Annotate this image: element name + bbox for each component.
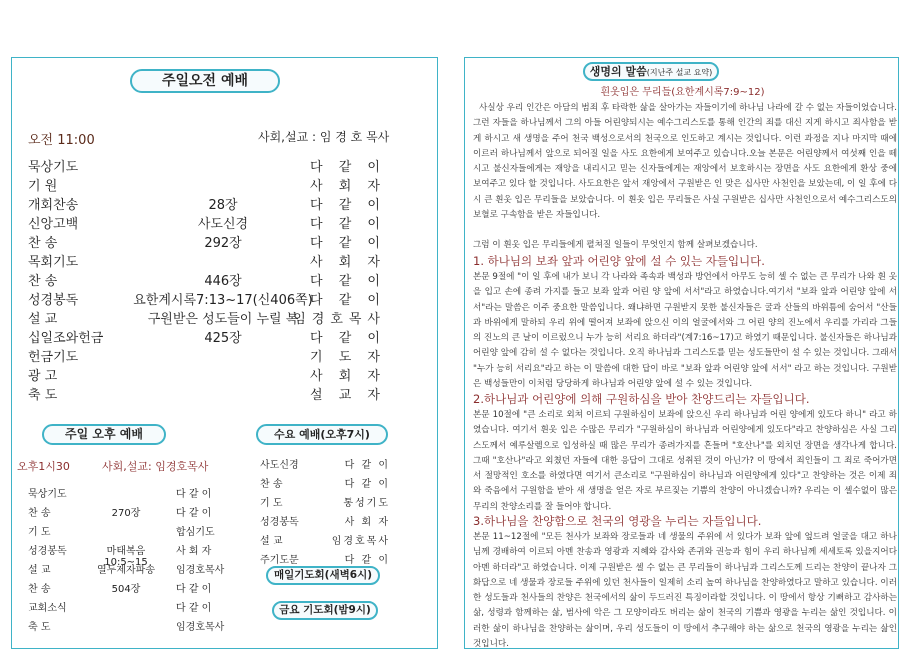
morning-order-mid: 446장 — [204, 274, 242, 289]
morning-order-mid: 28장 — [208, 198, 238, 213]
afternoon-order-row — [28, 618, 233, 636]
morning-order-name: 찬 송 — [28, 236, 58, 251]
afternoon-order-name: 설 교 — [28, 565, 51, 576]
morning-order-who: 사 회 자 — [310, 255, 386, 270]
afternoon-order-name: 성경봉독 — [28, 546, 67, 557]
morning-order-mid: 425장 — [204, 331, 242, 346]
afternoon-order-name: 찬 송 — [28, 508, 51, 519]
morning-order-name: 광 고 — [28, 369, 58, 384]
morning-order-row — [28, 270, 386, 289]
morning-order-name: 설 교 — [28, 312, 58, 327]
wednesday-order-row — [260, 494, 390, 512]
afternoon-order-mid: 열두제자파송 — [97, 565, 155, 576]
sermon-section-3-heading: 3.하나님을 찬양함으로 천국의 영광을 누리는 자들입니다. — [473, 514, 762, 528]
morning-order-who: 기 도 자 — [310, 350, 386, 365]
morning-order-name: 헌금기도 — [28, 350, 79, 365]
afternoon-order-row — [28, 542, 233, 568]
morning-order-mid: 292장 — [204, 236, 242, 251]
sermon-intro-closing: 그럼 이 흰옷 입은 무리들에게 펼쳐질 일들이 무엇인지 함께 살펴보겠습니다. — [473, 240, 758, 250]
afternoon-order-who: 다 같 이 — [176, 603, 212, 614]
morning-order-name: 찬 송 — [28, 274, 58, 289]
afternoon-order-who: 임경호목사 — [176, 565, 225, 576]
morning-order-row — [28, 365, 386, 384]
wednesday-order-row — [260, 513, 390, 531]
morning-order-who: 다 같 이 — [310, 331, 386, 346]
afternoon-order-who: 합심기도 — [176, 527, 215, 538]
morning-service-title: 주일오전 예배 — [130, 69, 280, 93]
sermon-section-2-body: 본문 10절에 "큰 소리로 외쳐 이르되 구원하심이 보좌에 앉으신 우리 하나님과 어린 양에게 있도다 하니" 라고 하였습니다. 여기서 흰옷 입은 수많은 무리가 "구원하심이 하나님과 어린양에게 있도다"라고 찬양하심은 사실 그리스도께서 예루살렘으로 입성하실 때 많은 무리가 종려가지를 흔들며 "호산나"를 외치던 장면을 생각나게 합니다. 그때 "호산나"라고 외쳤던 자들에 대한 응답이 그대로 성취된 것이 아닌가? 이 땅에서 죄인들이 그 죄로 죽어가면서 절망적인 호소를 하였다면 여기서 큰소리로 "구원하심이 하나님과 어린양에게 있다"고 찬양하는 것은 이제 죄와 죽음에서 구원함을 받아 새 생명을 얻은 자로 부르짖는 기쁨의 찬양이 아니겠습니까? 우리는 이 셀수없이 많은 무리의 찬양소리를 잘 들어야 합니다. — [473, 410, 897, 512]
wednesday-service-title: 수요 예배(오후7시) — [256, 424, 388, 445]
sermon-intro: 사실상 우리 인간은 아담의 범죄 후 타락한 삶을 살아가는 자들이기에 하나님 나라에 갈 수 없는 자들이었습니다. 그런 자들을 하나님께서 그의 아들 어린양되시는 예수그리스도를 통해 인간의 죄를 대신 지게 하시고 죄사함을 받게 하시고 새 생명을 주어 천국 백성으로서의 천국으로 인도하고 계시는 것입니다. 이런 과정을 지나 마지막 때에 이르러 하나님께서 앞으로 되어질 일을 사도 요한에게 보여주고 있습니다.오늘 본문은 어린양께서 여섯째 인을 떼시고 불신자들에게는 재앙을 내리시고 믿는 신자들에게는 재앙에서 보호하시는 장면을 사도 요한에게 환상 중에 보여주고 있다 할 것입니다. 사도요한은 앞서 재앙에서 구원받은 인 맞은 십사만 사천인을 보았는데, 이 일 후에 다시 큰 흰옷 입은 무리들을 보았습니다. 이 흰옷 입은 무리들은 사실 구원받은 십사만 사천인으로서 예수그리스도의 보혈로 구속함을 받은 자들입니다. — [473, 103, 897, 221]
morning-order-row — [28, 213, 386, 232]
morning-order-row — [28, 232, 386, 251]
wednesday-order-name: 설 교 — [260, 536, 283, 547]
morning-order-who: 다 같 이 — [310, 236, 386, 251]
sermon-panel-title-sub: (지난주 설교 요약) — [646, 68, 713, 77]
morning-order-row — [28, 346, 386, 365]
sermon-panel-title-main: 생명의 말씀 — [589, 65, 647, 78]
morning-order-name: 개회찬송 — [28, 198, 79, 213]
morning-order-name: 기 원 — [28, 179, 58, 194]
morning-order-mid: 요한계시록7:13~17(신406쪽) — [133, 293, 313, 308]
morning-order-row — [28, 175, 386, 194]
afternoon-order-row — [28, 561, 233, 579]
sermon-summary-panel — [464, 57, 899, 649]
afternoon-order-mid: 마태복음10:5~15 — [104, 546, 148, 568]
afternoon-order-who: 임경호목사 — [176, 622, 225, 633]
afternoon-order-row — [28, 523, 233, 541]
sermon-panel-title — [583, 62, 719, 81]
afternoon-order-who: 다 같 이 — [176, 508, 212, 519]
wednesday-order-row — [260, 456, 390, 474]
afternoon-order-who: 다 같 이 — [176, 489, 212, 500]
wednesday-order-who: 다 같 이 — [344, 479, 390, 490]
sermon-section-2-heading: 2.하나님과 어린양에 의해 구원하심을 받아 찬양드리는 자들입니다. — [473, 392, 810, 406]
morning-order-who: 다 같 이 — [310, 217, 386, 232]
morning-order-who: 사 회 자 — [310, 369, 386, 384]
wednesday-order-name: 성경봉독 — [260, 517, 299, 528]
wednesday-order-name: 주기도문 — [260, 555, 299, 566]
afternoon-order-row — [28, 485, 233, 503]
morning-order-row — [28, 194, 386, 213]
afternoon-order-who: 사 회 자 — [176, 546, 212, 557]
morning-time: 오전 11:00 — [28, 133, 95, 148]
morning-order-row — [28, 251, 386, 270]
morning-order-who: 다 같 이 — [310, 293, 386, 308]
wednesday-order-name: 찬 송 — [260, 479, 283, 490]
afternoon-preacher: 사회,설교: 임경호목사 — [102, 460, 209, 473]
morning-order-name: 묵상기도 — [28, 160, 79, 175]
wednesday-order-who: 임경호목사 — [331, 536, 390, 547]
morning-order-name: 십일조와헌금 — [28, 331, 104, 346]
afternoon-order-mid: 270장 — [111, 508, 141, 519]
morning-order-who: 사 회 자 — [310, 179, 386, 194]
afternoon-order-row — [28, 504, 233, 522]
afternoon-order-name: 기 도 — [28, 527, 51, 538]
morning-order-who: 다 같 이 — [310, 198, 386, 213]
sermon-subtitle: 흰옷입은 무리들(요한계시록7:9~12) — [600, 87, 765, 98]
morning-order-name: 신앙고백 — [28, 217, 79, 232]
wednesday-order-who: 사 회 자 — [344, 517, 390, 528]
wednesday-order-who: 다 같 이 — [344, 460, 390, 471]
wednesday-order-row — [260, 532, 390, 550]
morning-order-mid: 구원받은 성도들이 누릴 복 — [147, 312, 299, 327]
morning-order-row — [28, 156, 386, 175]
wednesday-order-name: 기 도 — [260, 498, 283, 509]
friday-prayer-badge: 금요 기도회(밤9시) — [272, 601, 378, 620]
wednesday-order-name: 사도신경 — [260, 460, 299, 471]
sermon-section-1-heading: 1. 하나님의 보좌 앞과 어린양 앞에 설 수 있는 자들입니다. — [473, 254, 765, 268]
morning-order-mid: 사도신경 — [197, 217, 249, 232]
morning-order-row — [28, 327, 386, 346]
morning-order-name: 성경봉독 — [28, 293, 79, 308]
morning-preacher: 사회,설교 : 임 경 호 목사 — [258, 130, 390, 144]
morning-order-who: 설 교 자 — [310, 388, 386, 403]
morning-order-row — [28, 384, 386, 403]
afternoon-order-name: 찬 송 — [28, 584, 51, 595]
morning-order-name: 축 도 — [28, 388, 58, 403]
sermon-section-3-body: 본문 11~12절에 "모든 천사가 보좌와 장로들과 네 생물의 주위에 서 있다가 보좌 앞에 엎드려 얼굴을 대고 하나님께 경배하여 이르되 아멘 찬송과 영광과 지혜와 감사와 존귀와 권능과 힘이 우리 하나님께 세세토록 있을지어다 아멘 하더라"고 하였습니다. 이제 구원받은 셀 수 없는 큰 무리들이 하나님과 그리스도께 드리는 찬양이 끝나자 그 화답으로 네 생물과 장로들 주위에 있던 천사들이 일제히 소리 높여 하나님을 찬양하였다고 말하고 있습니다. 이러한 성도들과 천사들의 찬양은 천국에서의 삶이 두드러진 특징이라할 것입니다. 이 땅에서 항상 기뻐하고 감사하는 삶, 성령과 함께하는 삶, 범사에 악은 그 모양이라도 버리는 삶이 천국의 기쁨과 영광을 누리는 삶인 것입니다. 이러한 삶이 하나님을 찬양하는 삶이며, 우리 성도들이 이 땅에서 추구해야 하는 삶으로 천국의 영광을 누리는 삶인 것입니다. — [473, 532, 897, 650]
morning-order-row — [28, 289, 386, 308]
sermon-section-1-body: 본문 9절에 "이 일 후에 내가 보니 각 나라와 족속과 백성과 방언에서 아무도 능히 셀 수 없는 큰 무리가 나와 흰 옷을 입고 손에 종려 가지를 들고 보좌 앞과 어린 양 앞에 서서"라고 하였습니다.여기서 "보좌 앞과 어린양 앞에 서서"라는 말씀은 이주 중요한 말씀입니다. 왜냐하면 구원받지 못한 불신자들은 굴과 산들의 바위틈에 숨어서 "산들과 바위에게 말하되 우리 위에 떨어져 보좌에 앉으신 이의 얼굴에서와 그 어린 양의 진노에서 우리를 가리라 그들의 진노의 큰 날이 이르렀으니 누가 능히 서리요 하더라"(계7:16~17)고 하였기 때문입니다. 불신자들은 하나님과 어린양 앞에 감히 설 수 없다는 것입니다. 오직 하나님과 그리스도를 믿는 성도들만이 설 수 있는 것입니다. 그래서 "누가 능히 서리요"라고 하는 이 말씀에 대한 답이 바로 "보좌 앞과 어린양 앞에 서서" 라고 하는 것입니다. 구원받은 백성들만이 이처럼 당당하게 하나님과 어린양 앞에 설 수 있는 것입니다. — [473, 272, 897, 390]
afternoon-order-name: 축 도 — [28, 622, 51, 633]
wednesday-order-row — [260, 475, 390, 493]
afternoon-order-mid: 504장 — [111, 584, 141, 595]
morning-order-name: 목회기도 — [28, 255, 79, 270]
worship-order-panel — [11, 57, 438, 649]
morning-order-row — [28, 308, 386, 327]
wednesday-order-who: 통성기도 — [343, 498, 390, 509]
afternoon-order-name: 교회소식 — [28, 603, 67, 614]
morning-order-who: 다 같 이 — [310, 160, 386, 175]
afternoon-order-row — [28, 599, 233, 617]
afternoon-order-row — [28, 580, 233, 598]
morning-order-who: 임경호목사 — [293, 312, 386, 327]
wednesday-order-who: 다 같 이 — [344, 555, 390, 566]
afternoon-time: 오후1시30 — [17, 460, 70, 473]
daily-prayer-badge: 매일기도회(새벽6시) — [266, 566, 380, 585]
afternoon-order-who: 다 같 이 — [176, 584, 212, 595]
afternoon-order-name: 묵상기도 — [28, 489, 67, 500]
morning-order-who: 다 같 이 — [310, 274, 386, 289]
afternoon-service-title: 주일 오후 예배 — [42, 424, 166, 445]
